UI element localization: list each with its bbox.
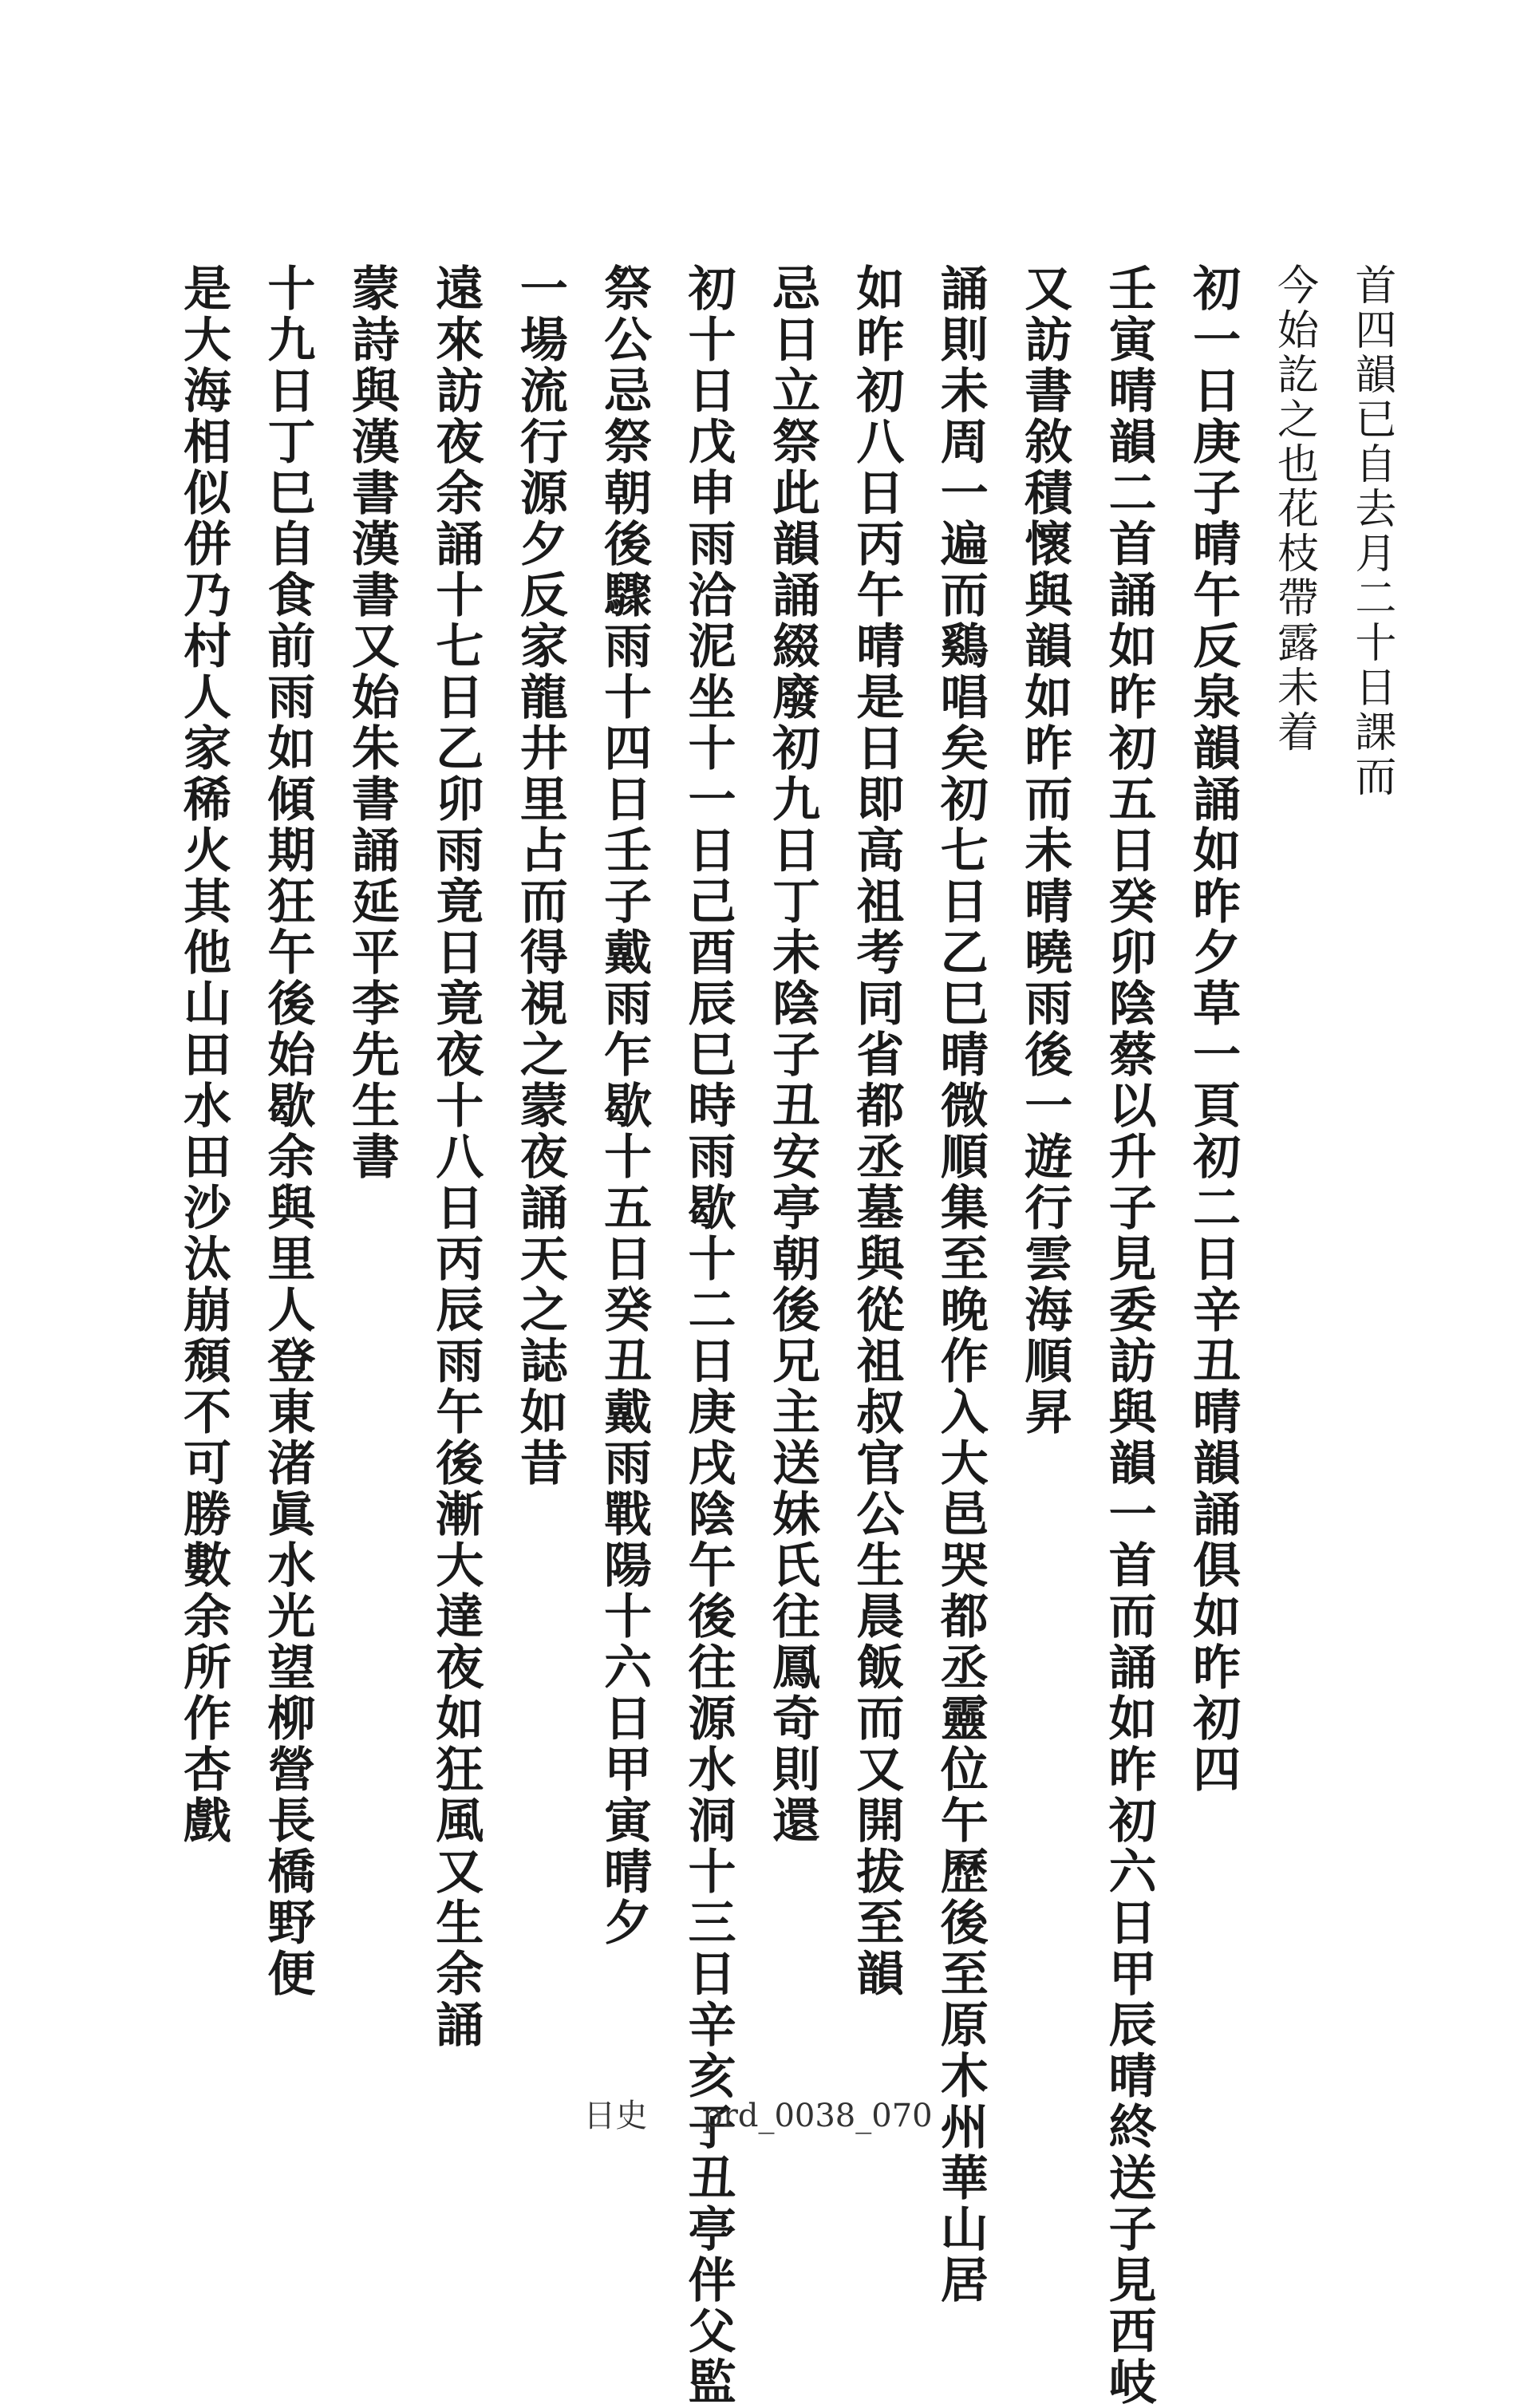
page-code: prd_0038_070: [702, 2098, 933, 2134]
text-column-14: 十九日丁巳自食前雨如傾期狂午後始歇余與里人登東渚眞水光望柳營長橋野便: [259, 263, 316, 1999]
text-column-13: 蒙詩與漢書漢書又始朱書誦延平李先生書: [343, 263, 400, 1182]
text-column-10: 祭公忌祭朝後驟雨十四日壬子戴雨乍歇十五日癸丑戴雨戰陽十六日甲寅晴夕: [596, 263, 653, 1948]
text-column-6: 誦則未周一遍而鷄唱矣初七日乙巳晴微順集至晚作入大邑哭都丞靈位午歷後至原木州華山居: [932, 263, 989, 2306]
text-column-8: 忌日立祭此韻誦綴廢初九日丁未陰子丑安亭朝後兄主送妹氏往鳳奇則還: [764, 263, 820, 1846]
text-column-1: 首四韻已自去月二十日課而: [1347, 263, 1396, 799]
text-column-9: 初十日戊申雨洽泥坐十一日己酉辰巳時雨歇十二日庚戌陰午後往源水洞十三日辛亥子丑亭伴父監: [680, 263, 736, 2408]
text-column-11: 一場流行源夕反家龍井里占而得視之蒙夜誦天之誌如昔: [511, 263, 568, 1489]
text-column-2: 今始訖之也花枝帶露未着: [1269, 263, 1318, 755]
text-column-12: 遠來訪夜余誦十七日乙卯雨竟日竟夜十八日丙辰雨午後漸大達夜如狂風又生余誦: [428, 263, 484, 2051]
book-title: 日史: [583, 2098, 648, 2134]
text-column-7: 如昨初八日丙午晴是日即高祖考同省都丞墓與從祖叔官公生晨飯而又開拔至韻: [848, 263, 905, 1999]
text-column-5: 又訪書敘積懷與韻如昨而未晴曉雨後一遊行雲海順昇: [1017, 263, 1073, 1438]
text-column-3: 初一日庚子晴午反泉韻誦如昨夕草一頁初二日辛丑晴韻誦俱如昨初四: [1185, 263, 1242, 1795]
text-column-4: 壬寅晴韻二首誦如昨初五日癸卯陰蔡以升子見委訪與韻一首而誦如昨初六日甲辰晴終送子見西岐: [1100, 263, 1157, 2408]
page-footer: [0, 2090, 1516, 2136]
text-column-15: 是大海相似併乃村人家稀火其他山田水田沙汰崩頹不可勝數余所作杏戲: [176, 263, 231, 1846]
